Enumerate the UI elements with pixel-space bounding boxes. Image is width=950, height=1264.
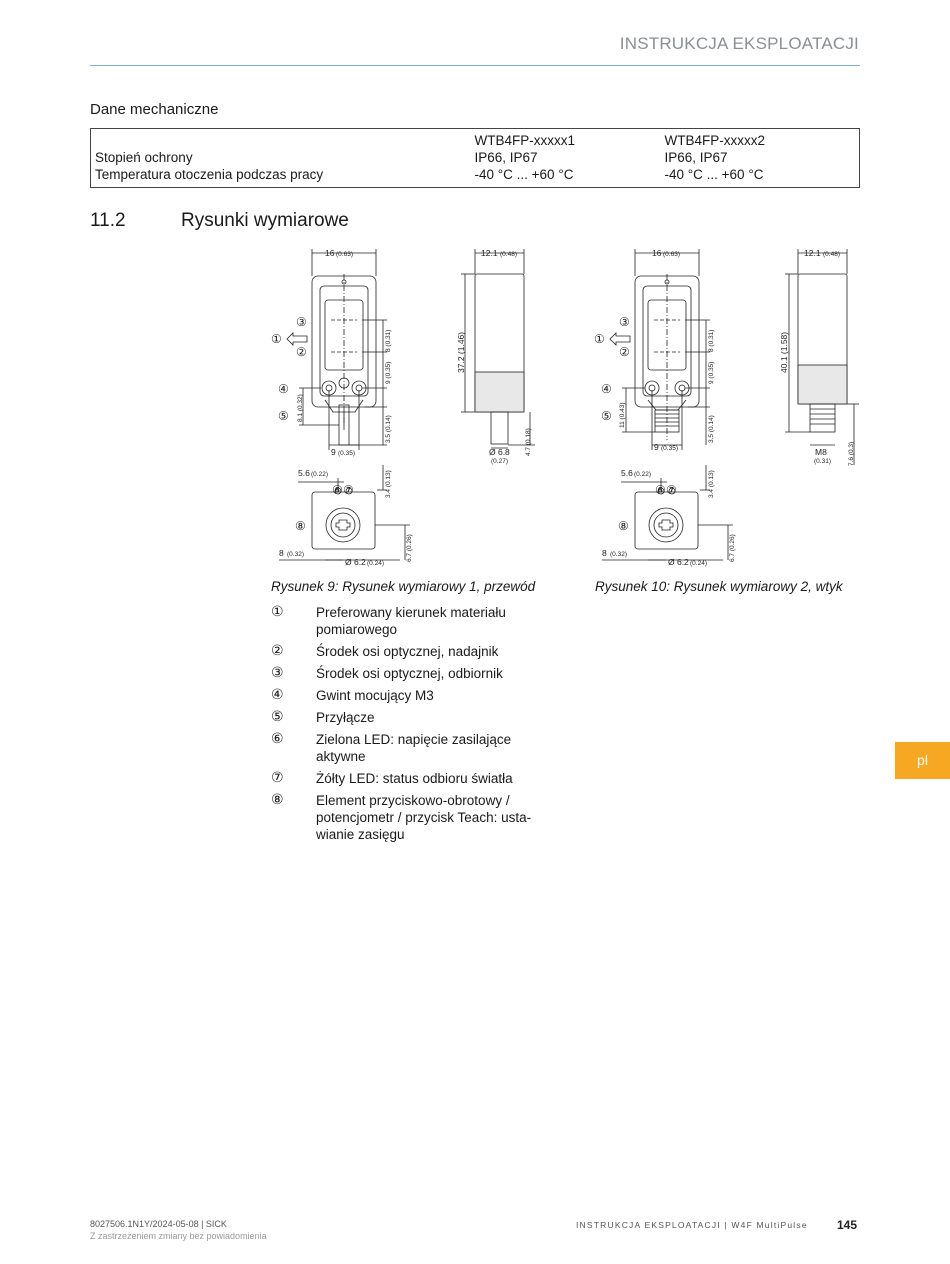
footer-title: INSTRUKCJA EKSPLOATACJI | W4F MultiPulse bbox=[576, 1220, 808, 1230]
dim-diameter-62-inch: (0.24) bbox=[690, 560, 707, 567]
dim-height-67: 6.7 (0.26) bbox=[729, 534, 736, 562]
dim-height-372: 37.2 (1.46) bbox=[456, 331, 466, 373]
header-rule bbox=[90, 65, 860, 66]
dim-width-56-inch: (0.22) bbox=[311, 471, 328, 478]
dimensional-drawings bbox=[265, 240, 865, 570]
marker-5: ⑤ bbox=[601, 409, 612, 423]
dim-height-11: 11 (0.43) bbox=[619, 402, 626, 428]
drawing-1-side bbox=[461, 249, 535, 448]
legend-number: ① bbox=[271, 604, 284, 620]
table-cell: IP66, IP67 bbox=[664, 150, 728, 165]
table-cell: WTB4FP-xxxxx2 bbox=[664, 133, 766, 148]
table-cell: IP66, IP67 bbox=[474, 150, 538, 165]
legend-item bbox=[271, 792, 551, 843]
footer-doc-info bbox=[90, 1218, 267, 1242]
dim-height-8: 8 (0.31) bbox=[385, 329, 392, 352]
legend-text: Żółty LED: status odbioru światła bbox=[316, 771, 513, 786]
dim-thread-m8: M8 bbox=[815, 447, 827, 457]
dim-height-47: 4.7 (0.18) bbox=[525, 428, 532, 456]
legend-item bbox=[271, 709, 551, 726]
legend-text: Środek osi optycznej, nadajnik bbox=[316, 644, 499, 659]
dim-width-8-inch: (0.32) bbox=[610, 551, 627, 558]
table-cell bbox=[91, 129, 471, 150]
legend-item bbox=[271, 665, 551, 682]
marker-7: ⑦ bbox=[666, 483, 677, 497]
legend-item bbox=[271, 604, 551, 638]
dim-width-121: 12.1 bbox=[804, 248, 821, 258]
legend-number: ② bbox=[271, 643, 284, 659]
dim-height-35: 3.5 (0.14) bbox=[708, 415, 715, 443]
dim-width-121-inch: (0.48) bbox=[500, 251, 517, 258]
dim-width-16-inch: (0.63) bbox=[663, 251, 680, 258]
dim-width-8-inch: (0.32) bbox=[287, 551, 304, 558]
dim-height-9: 9 (0.35) bbox=[708, 361, 715, 384]
dim-width-16-inch: (0.63) bbox=[336, 251, 353, 258]
page-header-title: INSTRUKCJA EKSPLOATACJI bbox=[619, 34, 859, 53]
marker-2: ② bbox=[619, 345, 630, 359]
dim-diameter-62: Ø 6.2 bbox=[668, 557, 689, 567]
table-header-row bbox=[91, 129, 860, 150]
figure-10-caption: Rysunek 10: Rysunek wymiarowy 2, wtyk bbox=[595, 579, 843, 594]
dim-diameter-68: Ø 6.8 bbox=[489, 447, 510, 457]
dim-height-9: 9 (0.35) bbox=[385, 361, 392, 384]
table-cell: -40 °C ... +60 °C bbox=[664, 167, 764, 182]
dim-thread-m8-inch: (0.31) bbox=[814, 458, 831, 465]
legend-number: ⑦ bbox=[271, 770, 284, 786]
legend-text: Zielona LED: napięcie zasilające aktywne bbox=[316, 732, 512, 764]
legend-number: ⑤ bbox=[271, 709, 284, 725]
legend-item bbox=[271, 770, 551, 787]
dim-height-34: 3.4 (0.13) bbox=[708, 470, 715, 498]
legend-text: Przyłącze bbox=[316, 710, 375, 725]
legend-number: ④ bbox=[271, 687, 284, 703]
dim-width-121: 12.1 bbox=[481, 248, 498, 258]
dim-width-56-inch: (0.22) bbox=[634, 471, 651, 478]
language-tab[interactable]: pl bbox=[895, 742, 950, 779]
footer-notice: Z zastrzeżeniem zmiany bez powiadomienia bbox=[90, 1231, 267, 1241]
dim-width-8: 8 bbox=[279, 548, 284, 558]
legend-number: ⑧ bbox=[271, 792, 284, 808]
dim-diameter-62-inch: (0.24) bbox=[367, 560, 384, 567]
figure-legend bbox=[271, 604, 551, 848]
marker-6: ⑥ bbox=[655, 483, 666, 497]
section-heading: Dane mechaniczne bbox=[90, 101, 219, 118]
dim-width-56: 5.6 bbox=[298, 468, 310, 478]
dim-height-67: 6.7 (0.26) bbox=[406, 534, 413, 562]
marker-8: ⑧ bbox=[618, 519, 629, 533]
dim-height-81: 8.1 (0.32) bbox=[297, 394, 304, 422]
dim-height-401: 40.1 (1.58) bbox=[779, 331, 789, 373]
table-cell: Stopień ochrony bbox=[95, 150, 193, 165]
legend-item bbox=[271, 687, 551, 704]
marker-1: ① bbox=[594, 332, 605, 346]
marker-5: ⑤ bbox=[278, 409, 289, 423]
figure-9-caption: Rysunek 9: Rysunek wymiarowy 1, przewód bbox=[271, 579, 536, 594]
dim-width-9: 9 bbox=[331, 447, 336, 457]
legend-text: Element przyciskowo-obrotowy / potencjometr / przycisk Teach: usta-wianie zasięgu bbox=[316, 793, 532, 842]
marker-7: ⑦ bbox=[343, 483, 354, 497]
dim-width-16: 16 bbox=[652, 248, 662, 258]
dim-diameter-62: Ø 6.2 bbox=[345, 557, 366, 567]
marker-1: ① bbox=[271, 332, 282, 346]
marker-8: ⑧ bbox=[295, 519, 306, 533]
legend-item bbox=[271, 731, 551, 765]
legend-text: Gwint mocujący M3 bbox=[316, 688, 434, 703]
dim-diameter-68-inch: (0.27) bbox=[491, 458, 508, 465]
dim-height-8: 8 (0.31) bbox=[708, 329, 715, 352]
dim-width-8: 8 bbox=[602, 548, 607, 558]
dim-width-9-inch: (0.35) bbox=[338, 450, 355, 457]
dim-width-9-inch: (0.35) bbox=[661, 445, 678, 452]
dim-width-16: 16 bbox=[325, 248, 335, 258]
marker-2: ② bbox=[296, 345, 307, 359]
marker-4: ④ bbox=[278, 382, 289, 396]
legend-number: ⑥ bbox=[271, 731, 284, 747]
legend-item bbox=[271, 643, 551, 660]
dim-height-34: 3.4 (0.13) bbox=[385, 470, 392, 498]
legend-text: Środek osi optycznej, odbiornik bbox=[316, 666, 503, 681]
footer-doc-id: 8027506.1N1Y/2024-05-08 | SICK bbox=[90, 1219, 227, 1229]
legend-number: ③ bbox=[271, 665, 284, 681]
marker-4: ④ bbox=[601, 382, 612, 396]
dim-height-35: 3.5 (0.14) bbox=[385, 415, 392, 443]
dim-width-121-inch: (0.48) bbox=[823, 251, 840, 258]
dim-width-9: 9 bbox=[654, 442, 659, 452]
table-row bbox=[91, 166, 860, 187]
table-row bbox=[91, 149, 860, 166]
table-cell: Temperatura otoczenia podczas pracy bbox=[95, 167, 324, 182]
dim-width-56: 5.6 bbox=[621, 468, 633, 478]
table-cell: -40 °C ... +60 °C bbox=[474, 167, 574, 182]
chapter-number: 11.2 bbox=[90, 210, 126, 231]
legend-text: Preferowany kierunek materiału pomiarowego bbox=[316, 605, 506, 637]
chapter-title: Rysunki wymiarowe bbox=[181, 210, 349, 231]
mechanical-data-table bbox=[90, 128, 860, 188]
marker-3: ③ bbox=[296, 315, 307, 329]
dim-height-76: 7.6 (0.3) bbox=[848, 441, 855, 466]
table-cell: WTB4FP-xxxxx1 bbox=[474, 133, 576, 148]
marker-3: ③ bbox=[619, 315, 630, 329]
drawing-2-side bbox=[785, 249, 859, 465]
marker-6: ⑥ bbox=[332, 483, 343, 497]
page-number: 145 bbox=[837, 1218, 858, 1232]
